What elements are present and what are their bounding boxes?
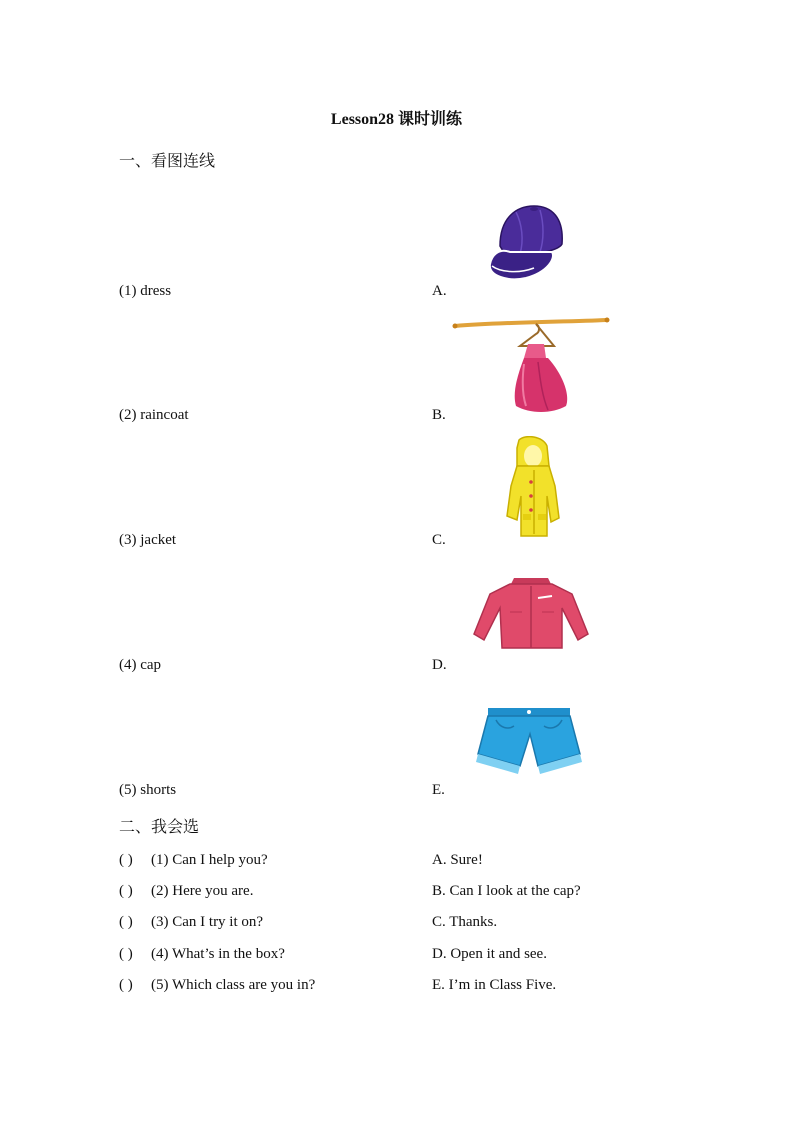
word-item-1: (1) dress xyxy=(119,283,172,299)
option-text: D. Open it and see. xyxy=(432,946,547,962)
cap-picture xyxy=(486,202,568,284)
picture-letter-c: C. xyxy=(432,532,446,548)
picture-letter-d: D. xyxy=(432,657,447,673)
option-text: E. I’m in Class Five. xyxy=(432,977,557,993)
question-text: (2) Here you are. xyxy=(151,883,254,899)
picture-letter-e: E. xyxy=(432,782,445,798)
picture-letter-b: B. xyxy=(432,407,446,423)
section1-heading: 一、看图连线 xyxy=(119,153,216,170)
answer-blank[interactable]: ( ) xyxy=(119,977,133,993)
option-text: B. Can I look at the cap? xyxy=(432,883,581,899)
shorts-picture xyxy=(474,704,584,776)
word-item-4: (4) cap xyxy=(119,657,162,673)
picture-letter-a: A. xyxy=(432,283,447,299)
question-text: (1) Can I help you? xyxy=(151,852,268,868)
raincoat-picture xyxy=(503,436,561,542)
jacket-picture xyxy=(470,572,592,652)
word-item-3: (3) jacket xyxy=(119,532,177,548)
question-text: (3) Can I try it on? xyxy=(151,914,264,930)
answer-blank[interactable]: ( ) xyxy=(119,883,133,899)
answer-blank[interactable]: ( ) xyxy=(119,852,133,868)
answer-blank[interactable]: ( ) xyxy=(119,946,133,962)
section2-heading: 二、我会选 xyxy=(119,819,200,836)
option-text: A. Sure! xyxy=(432,852,483,868)
question-text: (4) What’s in the box? xyxy=(151,946,285,962)
question-text: (5) Which class are you in? xyxy=(151,977,316,993)
answer-blank[interactable]: ( ) xyxy=(119,914,133,930)
word-item-5: (5) shorts xyxy=(119,782,177,798)
option-text: C. Thanks. xyxy=(432,914,498,930)
dress-picture xyxy=(452,314,610,418)
page-title: Lesson28 课时训练 xyxy=(330,111,463,128)
word-item-2: (2) raincoat xyxy=(119,407,189,423)
